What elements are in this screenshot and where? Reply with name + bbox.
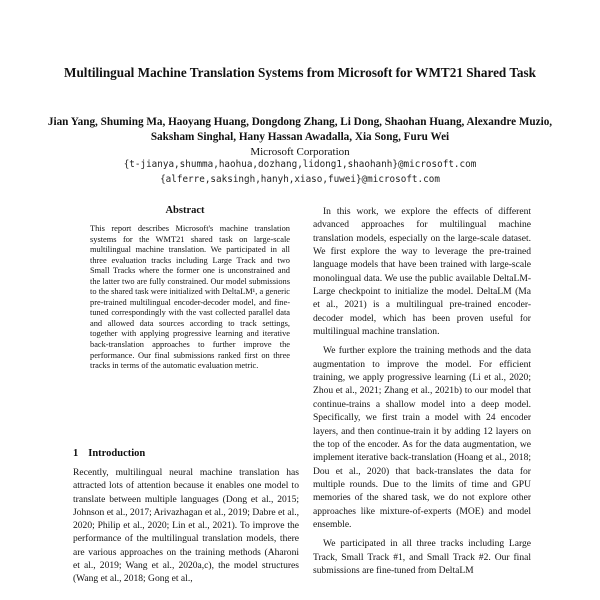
body-paragraph: We further explore the training methods and the data augmentation to improve the model. For efficient training, we apply progressive learning (Li et al., 2020; Zhou et al., 2021; Zhang et al., 2021b) to our model that continue-trains a shallow model into a deep model. Specifically, we first train a model with 24 encoder layers, and then continue-train it by adding 12 layers on the top of the encoder. As for the data augmentation, we implement iterative back-translation (Hoang et al., 2018; Dou et al., 2020) that back-translates the data for multiple rounds. Due to the limits of time and GPU memories of the shared task, we do not explore other approaches like mixture-of-experts (MOE) and model ensemble.	[313, 345, 531, 530]
abstract-heading: Abstract	[165, 205, 205, 216]
email-block	[40, 157, 560, 187]
paper-title: Multilingual Machine Translation Systems from Microsoft for WMT21 Shared Task	[64, 65, 536, 80]
email-line: {alferre,saksingh,hanyh,xiaso,fuwei}@microsoft.com	[160, 174, 440, 185]
section-title: Introduction	[88, 448, 146, 459]
introduction-text: Recently, multilingual neural machine translation has attracted lots of attention because it enables one model to translate between multiple languages (Dong et al., 2015; Johnson et al., 2017; Arivazhagan et al., 2019; Dabre et al., 2020; Philip et al., 2020; Lin et al., 2021). To improve the performance of the multilingual translation models, there are various approaches on the training methods (Aharoni et al., 2019; Wang et al., 2020a,c), the model structures (Wang et al., 2018; Gong et al.,	[73, 467, 299, 585]
email-line: {t-jianya,shumma,haohua,dozhang,lidong1,shaohanh}@microsoft.com	[123, 159, 477, 170]
section-heading-introduction	[73, 448, 145, 459]
author-list: Jian Yang, Shuming Ma, Haoyang Huang, Dongdong Zhang, Li Dong, Shaohan Huang, Alexandre Muzio, Saksham Singhal, Hany Hassan Awadalla, Xia Song, Furu Wei	[47, 116, 553, 143]
section-number: 1	[73, 448, 79, 459]
affiliation: Microsoft Corporation	[250, 146, 350, 158]
body-paragraph: We participated in all three tracks including Large Track, Small Track #1, and Small Track #2. Our final submissions are fine-tuned from DeltaLM	[313, 538, 531, 576]
body-paragraph: In this work, we explore the effects of different advanced approaches for multilingual machine translation models, especially on the large-scale dataset. We first explore the way to leverage the pre-trained language models that have been trained with large-scale monolingual data. We use the public available DeltaLM-Large checkpoint to initialize the model. DeltaLM (Ma et al., 2021) is a multilingual pre-trained encoder-decoder model, which has been proven useful for multilingual machine translation.	[313, 206, 531, 338]
abstract-text: This report describes Microsoft's machine translation systems for the WMT21 shared task on large-scale multilingual machine translation. We participated in all three evaluation tracks including Large Track and two Small Tracks where the former one is unconstrained and the latter two are fully constrained. Our model submissions to the shared task were initialized with DeltaLM¹, a generic pre-trained multilingual encoder-decoder model, and fine-tuned correspondingly with the vast collected parallel data and allowed data sources according to track settings, together with applying progressive learning and iterative back-translation approaches to further improve the performance. Our final submissions ranked first on three tracks in terms of the automatic evaluation metric.	[90, 224, 290, 371]
right-column	[313, 205, 531, 577]
